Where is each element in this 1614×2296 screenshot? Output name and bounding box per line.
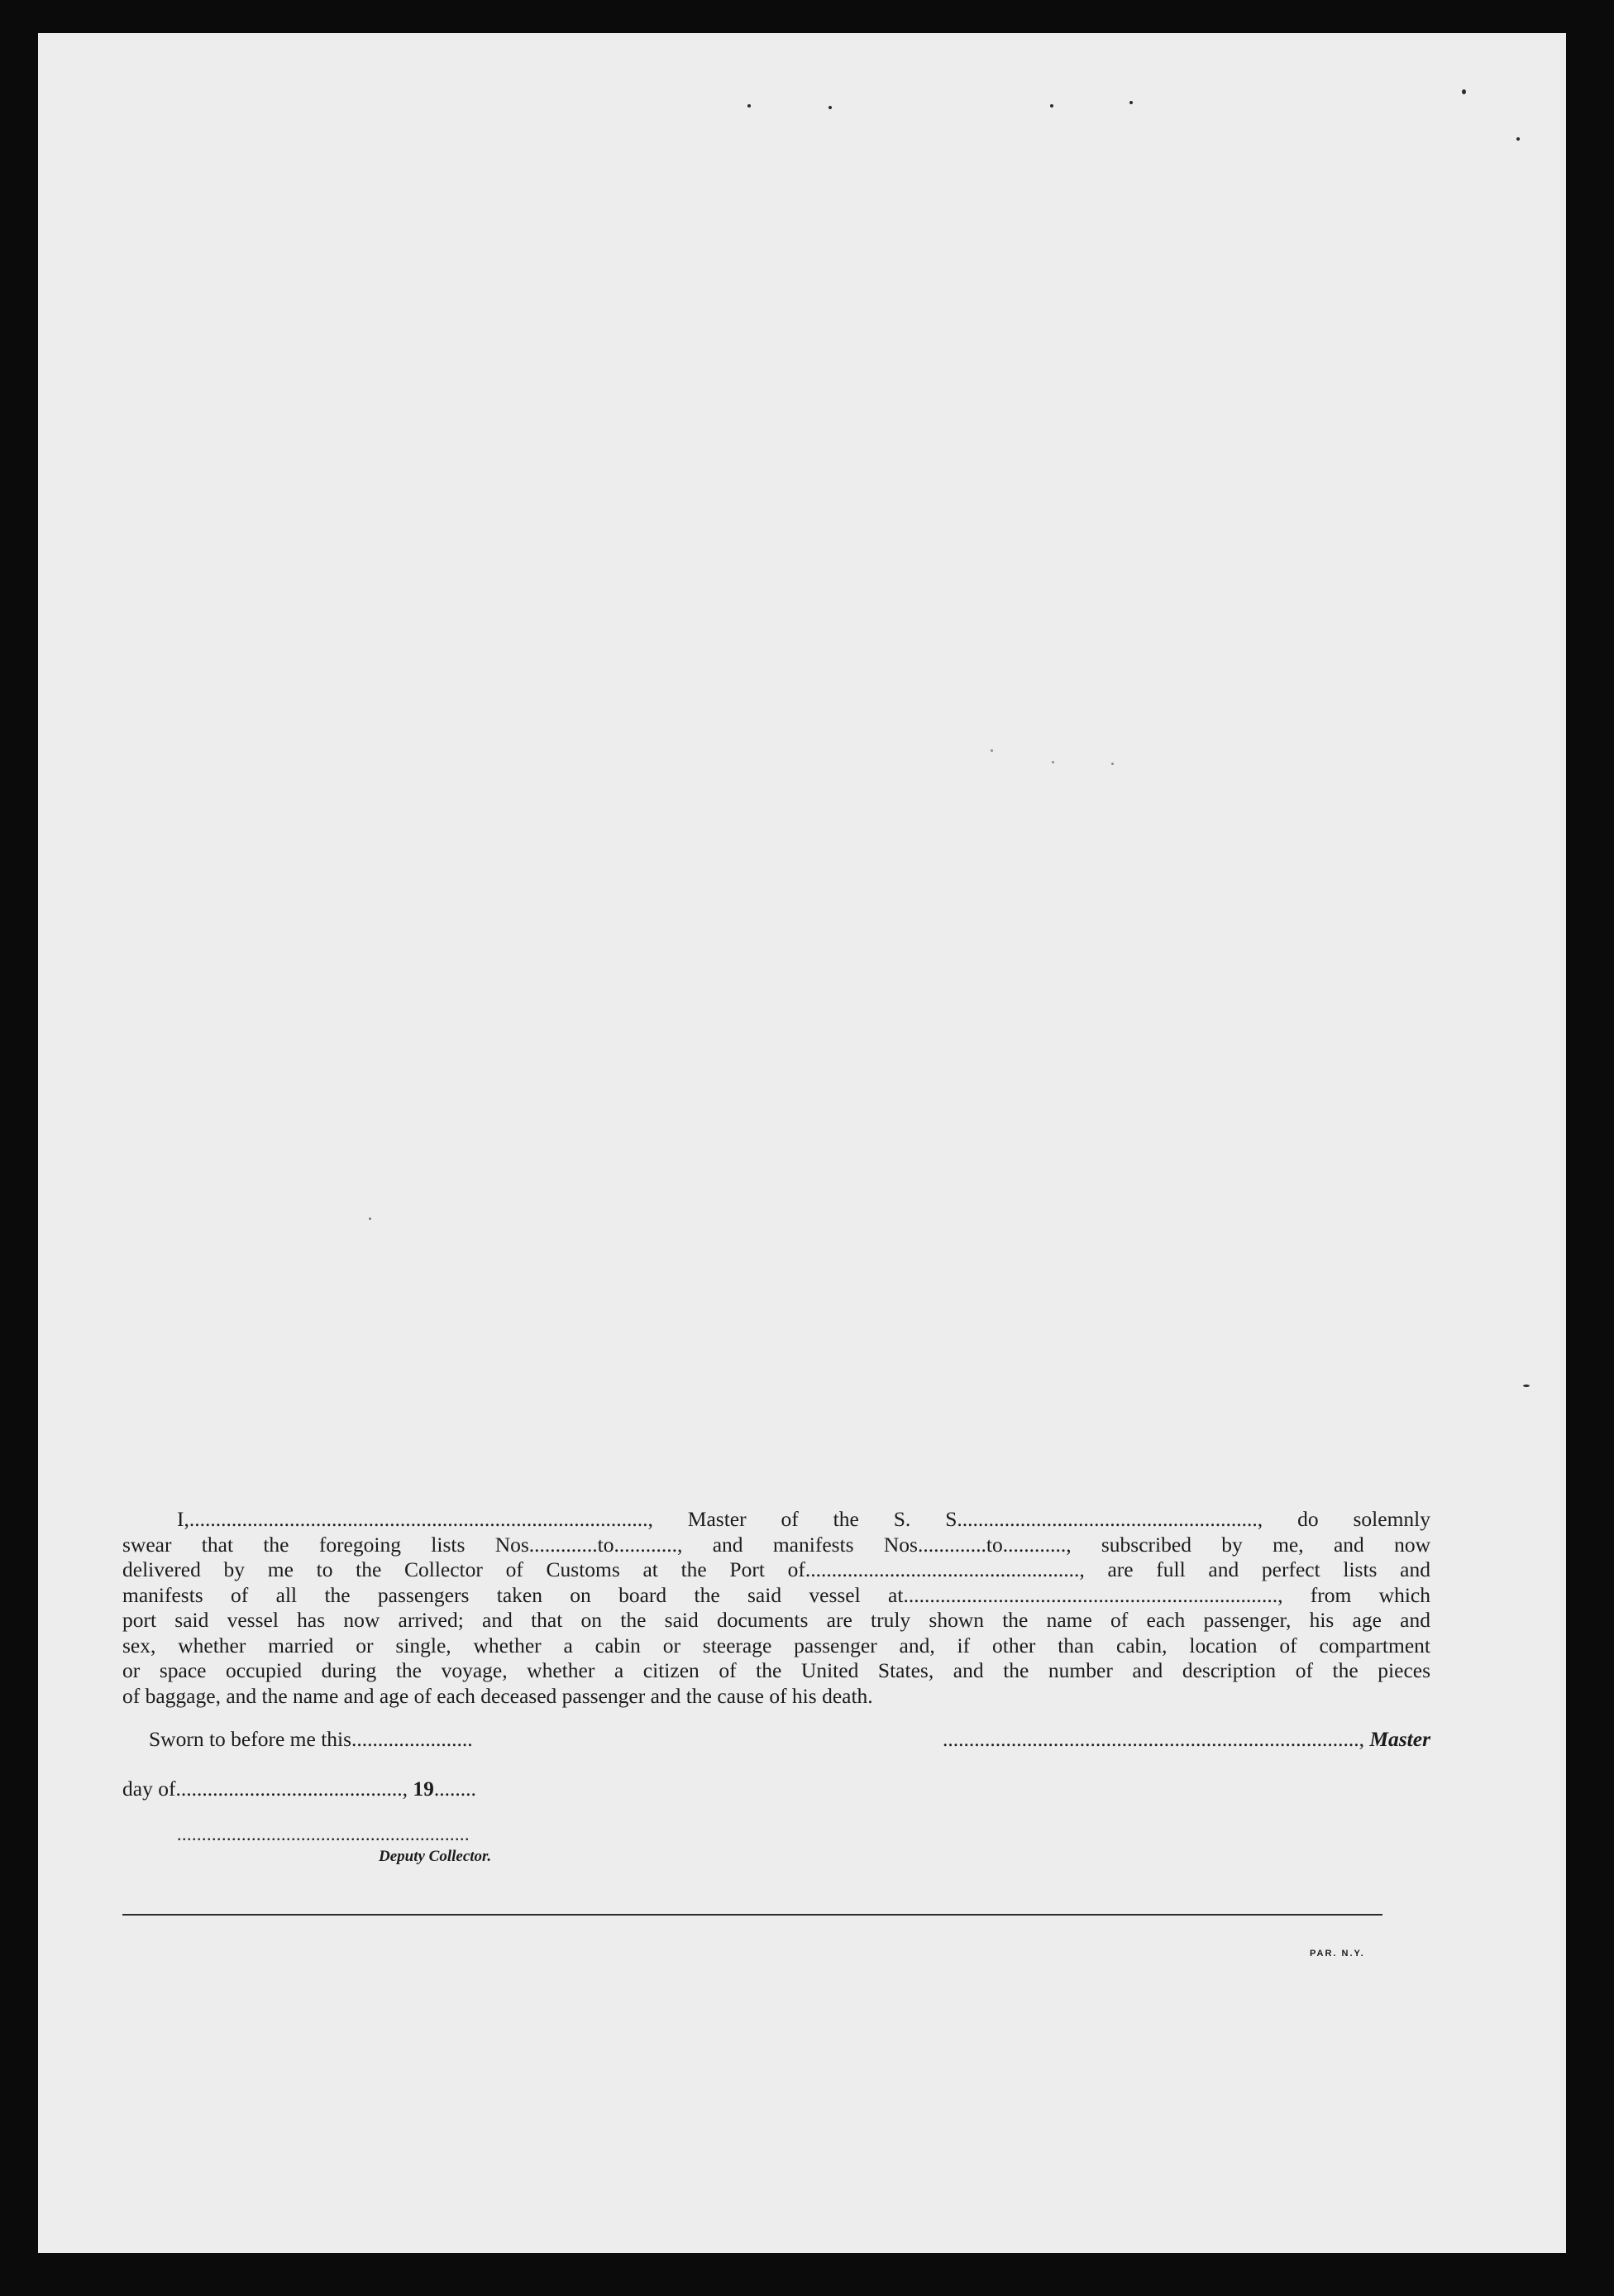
horizontal-rule: [122, 1914, 1382, 1916]
master-label: Master: [1369, 1727, 1430, 1751]
oath-line-4: manifests of all the passengers taken on board the said vessel at......................................................................., from which: [122, 1582, 1430, 1607]
day-prefix: day of: [122, 1777, 176, 1801]
document-page: [38, 33, 1566, 2253]
scan-speck: [991, 749, 993, 752]
scan-speck: [1052, 761, 1054, 763]
sworn-statement: Sworn to before me this.......................: [149, 1727, 473, 1751]
master-dots: ...............................................................................,: [942, 1727, 1370, 1751]
oath-line-3: delivered by me to the Collector of Customs at the Port of...................................................., are full and perfect lists and: [122, 1557, 1430, 1581]
oath-line-1: I,......................................................................................., Master of the S. S........................................................., do solemnly: [177, 1507, 1430, 1531]
oath-line-7: or space occupied during the voyage, whether a citizen of the United States, and the number and description of the pieces: [122, 1658, 1430, 1682]
scan-speck: [1523, 1385, 1530, 1387]
deputy-collector-label: Deputy Collector.: [379, 1848, 492, 1865]
oath-paragraph: [122, 1507, 1430, 1709]
scan-speck: [1050, 104, 1053, 108]
deputy-signature-line: ...........................................................: [177, 1824, 470, 1844]
scan-speck: [1111, 763, 1114, 765]
scan-speck: [1462, 89, 1466, 94]
year-prefix: 19: [413, 1777, 434, 1801]
scan-speck: [747, 104, 751, 108]
oath-line-5: port said vessel has now arrived; and that on the said documents are truly shown the name of each passenger, his age and: [122, 1608, 1430, 1632]
scan-speck: [1129, 101, 1133, 104]
year-dots: ........: [433, 1777, 476, 1801]
scan-speck: [1516, 137, 1520, 141]
oath-line-6: sex, whether married or single, whether a cabin or steerage passenger and, if other than cabin, location of compartment: [122, 1633, 1430, 1657]
day-of-line: [122, 1777, 476, 1801]
master-signature-line: [875, 1727, 1430, 1752]
printer-mark: PAR. N.Y.: [1310, 1949, 1365, 1959]
day-dots: ...........................................,: [175, 1777, 413, 1801]
oath-line-8: of baggage, and the name and age of each deceased passenger and the cause of his death.: [122, 1683, 873, 1708]
scan-speck: [369, 1217, 371, 1220]
scan-speck: [828, 106, 832, 109]
oath-line-2: swear that the foregoing lists Nos.............to............, and manifests Nos.............to............, subscribed by me, and now: [122, 1532, 1430, 1557]
